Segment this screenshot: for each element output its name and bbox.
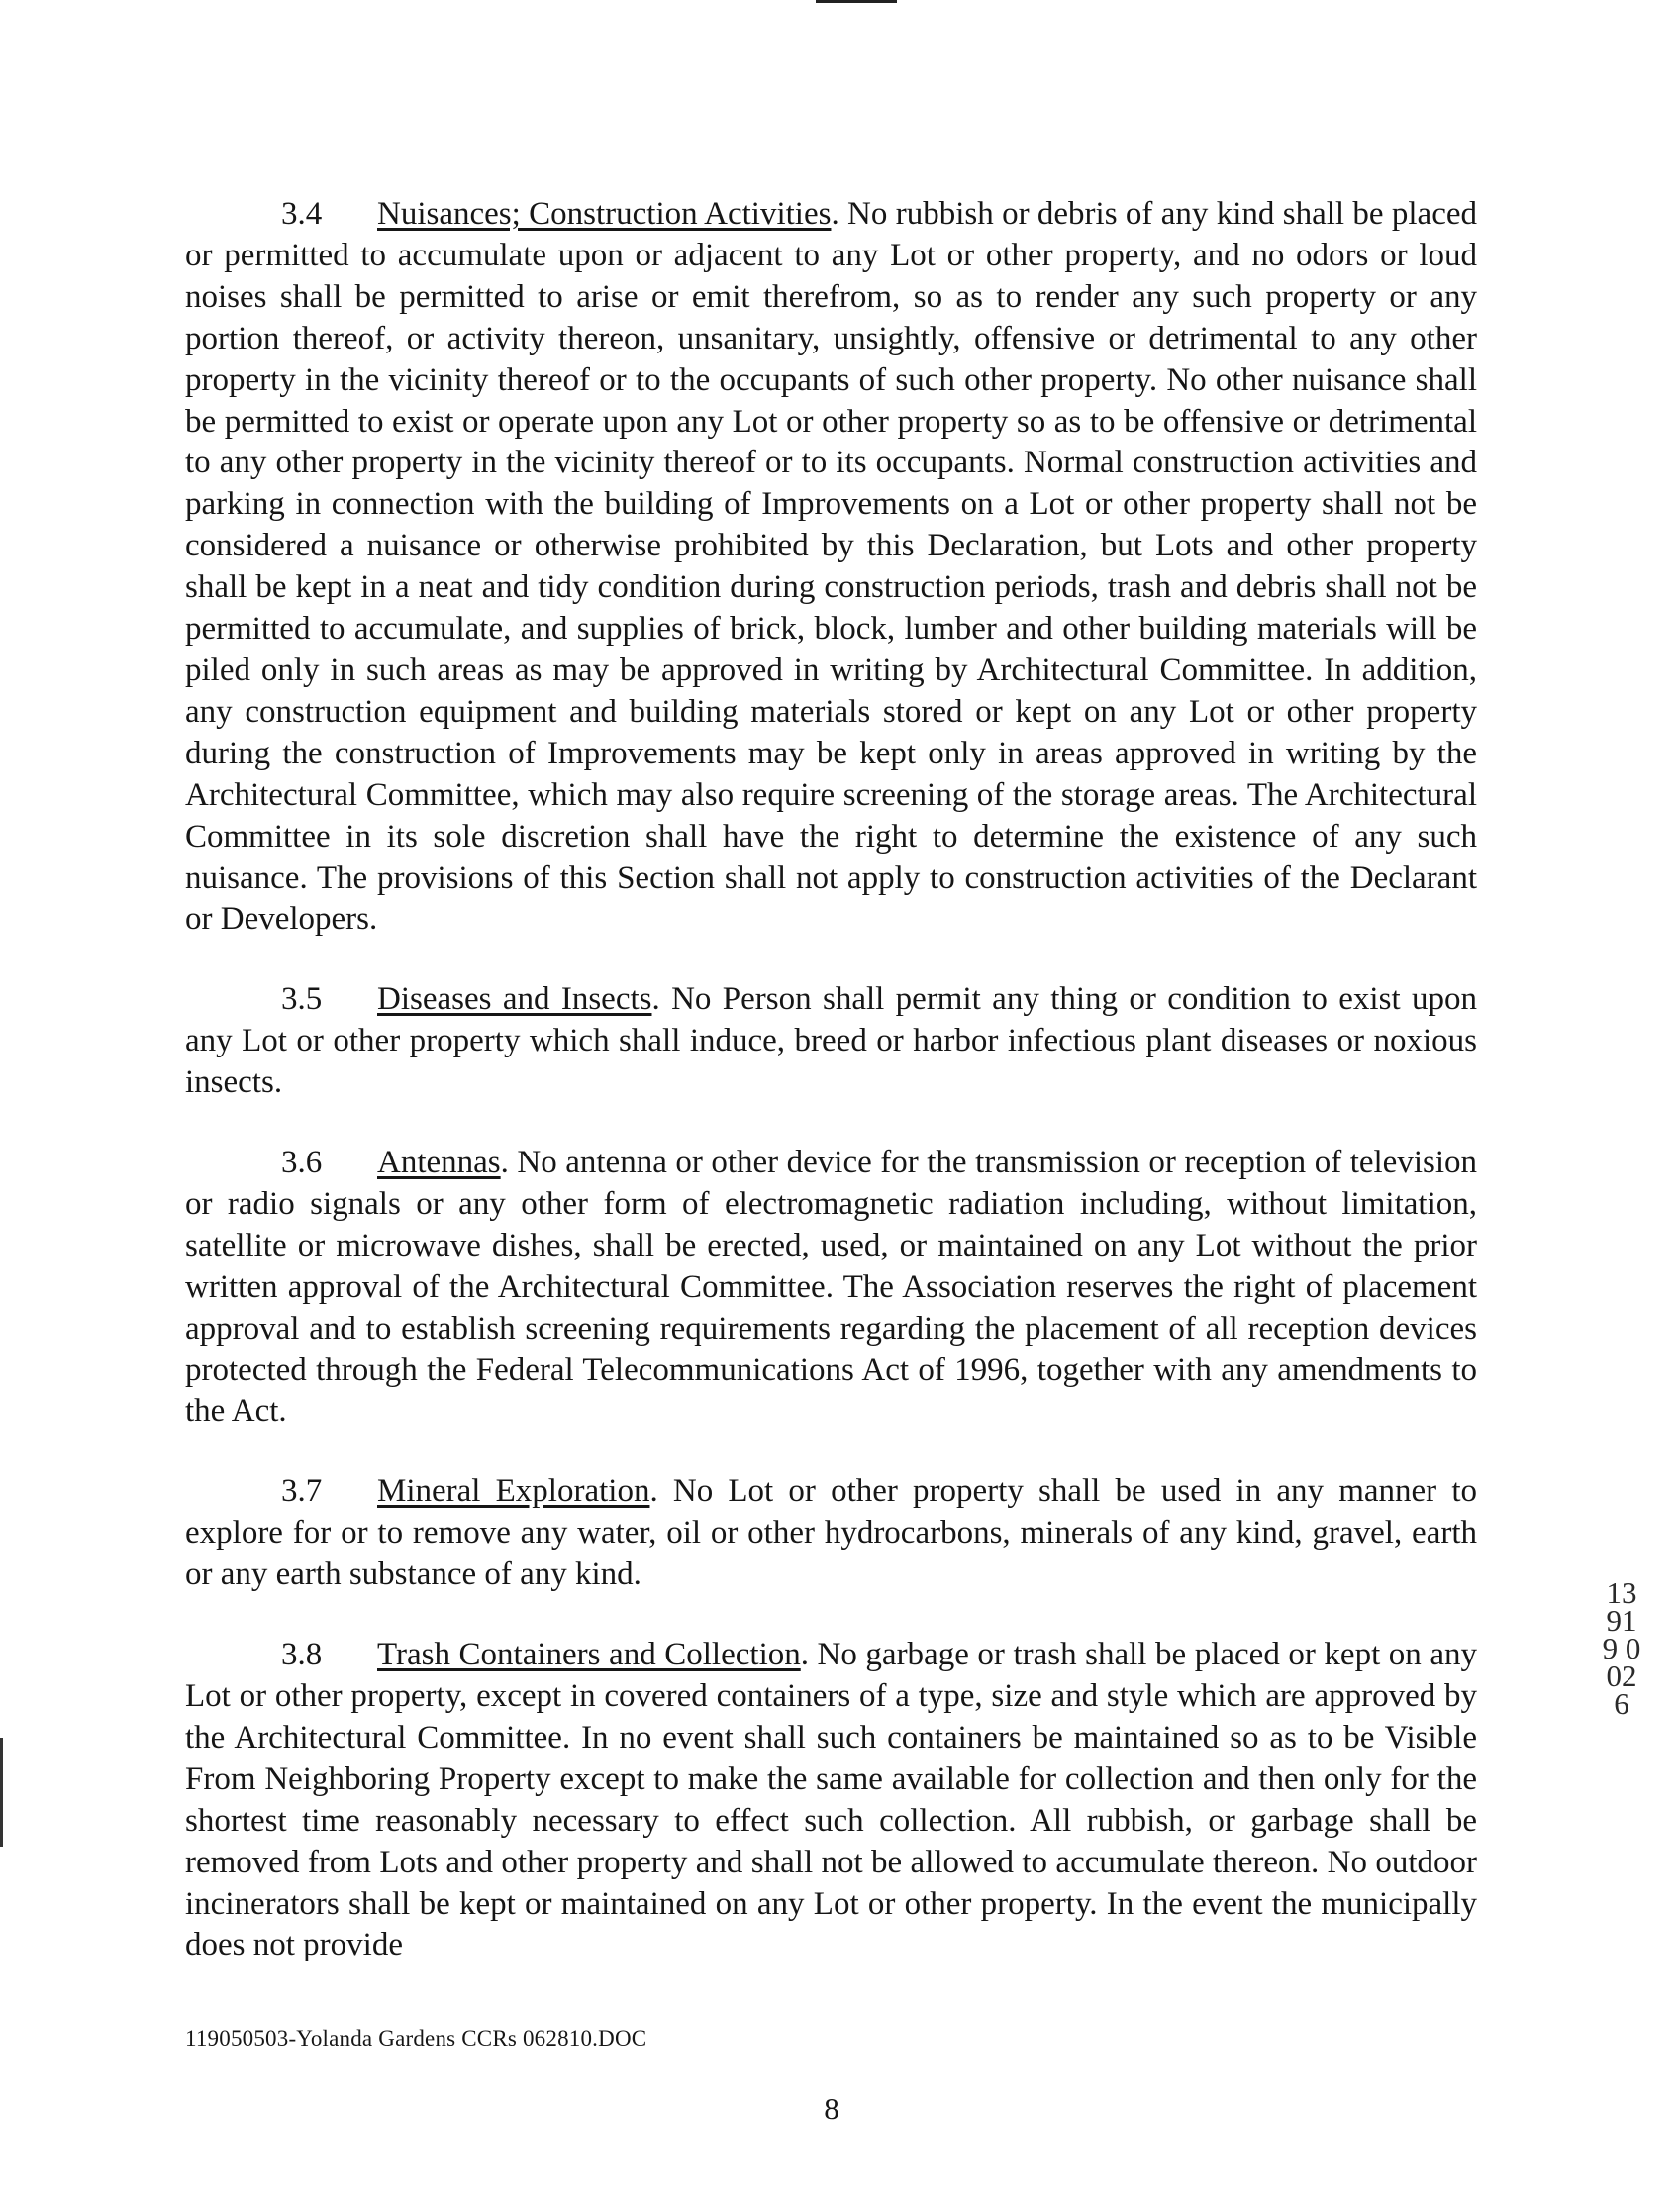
section-text: . No garbage or trash shall be placed or kept on any Lot or other property, except in covered containers of a type, size and style which are approved by the Architectural Committee. In no event shall such containers be maintained so as to be Visible From Neighboring Property except to make the same available for collection and then only for the shortest time reasonably necessary to effect such collection. All rubbish, or garbage shall be removed from Lots and other property and shall not be allowed to accumulate thereon. No outdoor incinerators shall be kept or maintained on any Lot or other property. In the event the municipally does not provide	[185, 1637, 1477, 1963]
section-3-4	[185, 194, 1477, 941]
section-3-5	[185, 979, 1477, 1104]
section-3-8	[185, 1635, 1477, 1966]
page-number: 8	[824, 2091, 839, 2126]
section-text: . No Lot or other property shall be used in any manner to explore for or to remove any water, oil or other hydrocarbons, minerals of any kind, gravel, earth or any earth substance of any kind.	[185, 1473, 1477, 1593]
section-text: . No rubbish or debris of any kind shall be placed or permitted to accumulate upon or adjacent to any Lot or other property, and no odors or loud noises shall be permitted to arise or emit therefrom, so as to render any such property or any portion thereof, or activity thereon, unsanitary, unsightly, offensive or detrimental to any other property in the vicinity thereof or to the occupants of such other property. No other nuisance shall be permitted to exist or operate upon any Lot or other property so as to be offensive or detrimental to any other property in the vicinity thereof or to its occupants. Normal construction activities and parking in connection with the building of Improvements on a Lot or other property shall not be considered a nuisance or otherwise prohibited by this Declaration, but Lots and other property shall be kept in a neat and tidy condition during construction periods, trash and debris shall not be permitted to accumulate, and supplies of brick, block, lumber and other building materials will be piled only in such areas as may be approved in writing by Architectural Committee. In addition, any construction equipment and building materials stored or kept on any Lot or other property during the construction of Improvements may be kept only in areas approved in writing by the Architectural Committee, which may also require screening of the storage areas. The Architectural Committee in its sole discretion shall have the right to determine the existence of any such nuisance. The provisions of this Section shall not apply to construction activities of the Declarant or Developers.	[185, 196, 1477, 938]
section-text: . No Person shall permit any thing or condition to exist upon any Lot or other property which shall induce, breed or harbor infectious plant diseases or noxious insects.	[185, 981, 1477, 1101]
section-heading: Trash Containers and Collection	[377, 1637, 801, 1673]
document-body	[185, 194, 1477, 2005]
section-3-6	[185, 1143, 1477, 1433]
section-text: . No antenna or other device for the transmission or reception of television or radio signals or any other form of electromagnetic radiation including, without limitation, satellite or microwave dishes, shall be erected, used, or maintained on any Lot without the prior written approval of the Architectural Committee. The Association reserves the right of placement approval and to establish screening requirements regarding the placement of all reception devices protected through the Federal Telecommunications Act of 1996, together with any amendments to the Act.	[185, 1145, 1477, 1430]
section-heading: Antennas	[377, 1145, 501, 1181]
section-number: 3.7	[281, 1473, 323, 1510]
section-number: 3.4	[281, 196, 323, 232]
section-heading: Diseases and Insects	[377, 981, 652, 1018]
section-heading: Mineral Exploration	[377, 1473, 650, 1510]
section-number: 3.6	[281, 1145, 323, 1181]
section-3-7	[185, 1471, 1477, 1596]
document-reference: 119050503-Yolanda Gardens CCRs 062810.DOC	[185, 2026, 647, 2051]
section-number: 3.5	[281, 981, 323, 1018]
scan-top-mark	[816, 0, 897, 3]
section-heading: Nuisances; Construction Activities	[377, 196, 832, 232]
scan-left-mark	[0, 1738, 3, 1847]
recording-stamp: 13919 0026	[1602, 1575, 1641, 1721]
section-number: 3.8	[281, 1637, 323, 1673]
